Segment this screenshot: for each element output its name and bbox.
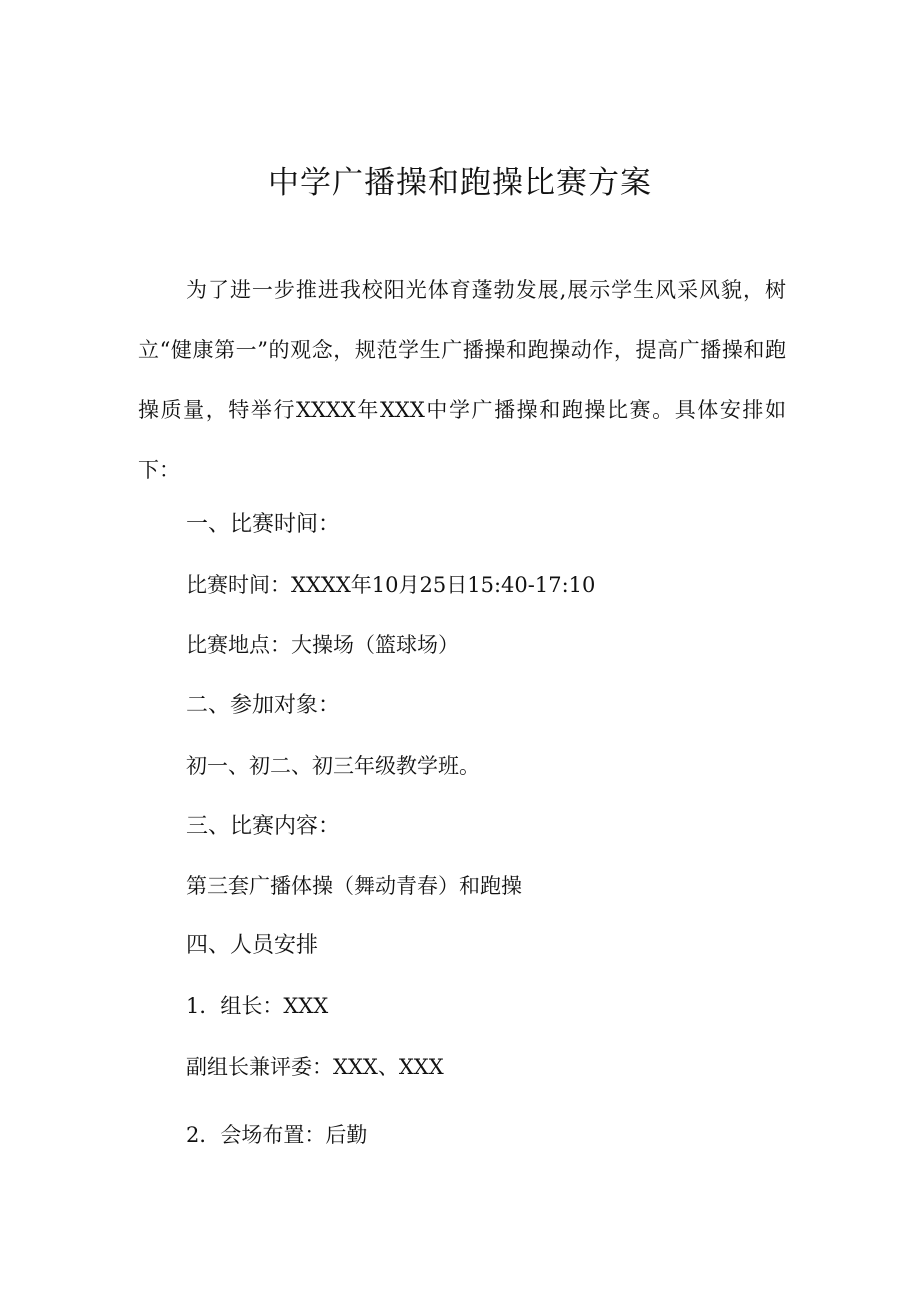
section-heading-time: 一、比赛时间： (186, 512, 341, 537)
staff-deputy-line: 副组长兼评委：XXX、XXX (186, 1055, 444, 1079)
section-heading-content: 三、比赛内容： (186, 814, 341, 839)
section-heading-participants: 二、参加对象： (186, 693, 341, 718)
staff-leader-line: 1．组长：XXX (186, 994, 329, 1018)
competition-time-line: 比赛时间：XXXX年10月25日15:40-17:10 (186, 573, 596, 597)
section-heading-staff: 四、人员安排 (186, 933, 319, 958)
content-line: 第三套广播体操（舞动青春）和跑操 (186, 874, 522, 898)
staff-venue-line: 2．会场布置：后勤 (186, 1123, 368, 1147)
intro-paragraph: 为了进一步推进我校阳光体育蓬勃发展,展示学生风采风貌，树立“健康第一”的观念，规范学生广播操和跑操动作，提高广播操和跑操质量，特举行XXXX年XXX中学广播操和跑操比赛。具体安排如下： (138, 278, 786, 482)
competition-location-line: 比赛地点：大操场（篮球场） (186, 633, 459, 657)
participants-line: 初一、初二、初三年级教学班。 (186, 754, 480, 778)
document-title: 中学广播操和跑操比赛方案 (268, 165, 652, 201)
